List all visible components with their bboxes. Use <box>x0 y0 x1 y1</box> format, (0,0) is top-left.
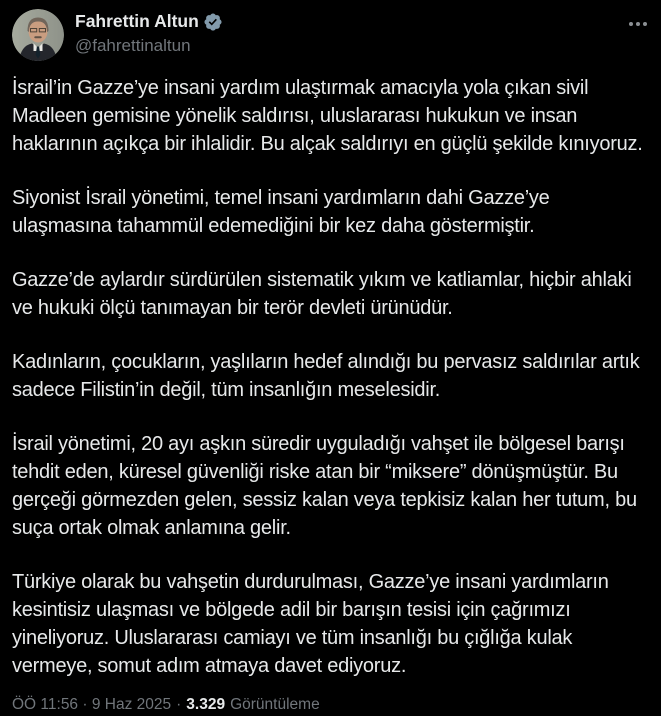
tweet-paragraph: Gazze’de aylardır sürdürülen sistematik yıkım ve katliamlar, hiçbir ahlaki ve hukuki ölçü tanımayan bir terör devleti ürünüdür. <box>12 269 632 319</box>
timestamp: ÖÖ 11:56 · 9 Haz 2025 <box>12 696 172 713</box>
tweet-footer <box>12 695 649 715</box>
verified-badge-icon[interactable] <box>203 12 223 32</box>
tweet-paragraph: Kadınların, çocukların, yaşlıların hedef alındığı bu pervasız saldırılar artık sadece Filistin’in değil, tüm insanlığın meselesidir. <box>12 351 640 401</box>
author-names <box>75 8 627 56</box>
author-name-row <box>75 11 627 32</box>
tweet-paragraph: İsrail’in Gazze’ye insani yardım ulaştırmak amacıyla yola çıkan sivil Madleen gemisine yönelik saldırısı, uluslararası hukukun ve insan haklarının açıkça bir ihlalidir. Bu alçak saldırıyı en güçlü şekilde kınıyoruz. <box>12 77 643 155</box>
tweet-paragraph: İsrail yönetimi, 20 ayı aşkın süredir uyguladığı vahşet ile bölgesel barışı tehdit eden, küresel güvenliği riske atan bir “miksere” dönüşmüştür. Bu gerçeği görmezden gelen, sessiz kalan veya tepkisiz kalan her tutum, bu suça ortak olmak anlamına gelir. <box>12 433 637 539</box>
ellipsis-dot <box>629 22 633 26</box>
footer-separator: · <box>176 696 182 713</box>
ellipsis-dot <box>636 22 640 26</box>
tweet-header <box>12 8 649 61</box>
avatar-portrait <box>12 9 64 61</box>
tweet-text <box>12 74 649 680</box>
more-options-button[interactable] <box>627 14 649 34</box>
views-count: 3.329 <box>186 696 226 713</box>
avatar[interactable] <box>12 9 64 61</box>
tweet-paragraph: Siyonist İsrail yönetimi, temel insani yardımların dahi Gazze’ye ulaşmasına tahammül edemediğini bir kez daha göstermiştir. <box>12 187 550 237</box>
views-label: Görüntüleme <box>230 696 320 713</box>
tweet-paragraph: Türkiye olarak bu vahşetin durdurulması, Gazze’ye insani yardımların kesintisiz ulaşması ve bölgede adil bir barışın tesisi için çağrımızı yineliyoruz. Uluslararası camiayı ve tüm insanlığı bu çığlığa kulak vermeye, somut adım atmaya davet ediyoruz. <box>12 571 609 677</box>
author-handle[interactable]: @fahrettinaltun <box>75 36 191 55</box>
display-name[interactable]: Fahrettin Altun <box>75 11 199 31</box>
ellipsis-dot <box>643 22 647 26</box>
